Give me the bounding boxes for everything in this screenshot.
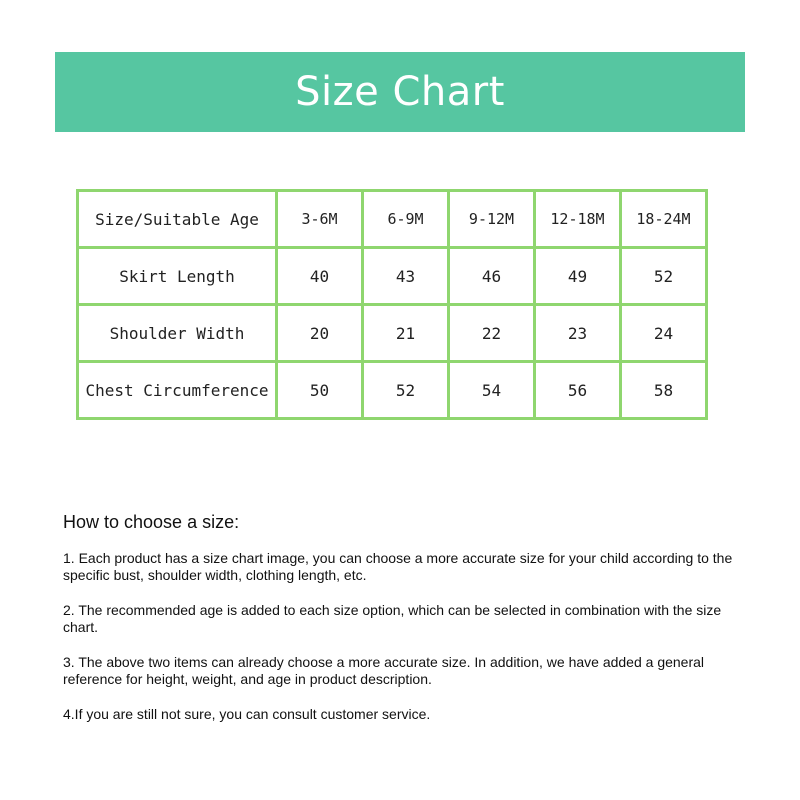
page-title: Size Chart — [295, 69, 505, 115]
guide-item: 4.If you are still not sure, you can consult customer service. — [63, 706, 431, 722]
row-label-cell: Chest Circumference — [79, 363, 278, 420]
header-label-cell: Size/Suitable Age — [79, 192, 278, 249]
table-header-row — [79, 192, 708, 249]
value-cell: 46 — [450, 249, 536, 306]
value-cell: 56 — [536, 363, 622, 420]
guide-item: 1. Each product has a size chart image, you can choose a more accurate size for your child according to the specific bust, shoulder width, clothing length, etc. — [63, 550, 733, 583]
table-row-skirt-length — [79, 249, 708, 306]
size-header-cell: 9-12M — [450, 192, 536, 249]
guide-item: 3. The above two items can already choose a more accurate size. In addition, we have added a general reference for height, weight, and age in product description. — [63, 654, 705, 687]
size-header-cell: 6-9M — [364, 192, 450, 249]
guide-heading: How to choose a size: — [63, 512, 240, 532]
value-cell: 20 — [278, 306, 364, 363]
size-header-cell: 3-6M — [278, 192, 364, 249]
size-chart-banner — [55, 52, 745, 132]
value-cell: 49 — [536, 249, 622, 306]
value-cell: 21 — [364, 306, 450, 363]
row-label-cell: Shoulder Width — [79, 306, 278, 363]
value-cell: 22 — [450, 306, 536, 363]
value-cell: 23 — [536, 306, 622, 363]
guide-item: 2. The recommended age is added to each size option, which can be selected in combination with the size chart. — [63, 602, 722, 635]
value-cell: 52 — [364, 363, 450, 420]
row-label-cell: Skirt Length — [79, 249, 278, 306]
size-header-cell: 18-24M — [622, 192, 708, 249]
value-cell: 50 — [278, 363, 364, 420]
value-cell: 54 — [450, 363, 536, 420]
value-cell: 52 — [622, 249, 708, 306]
size-guide — [63, 510, 753, 741]
value-cell: 24 — [622, 306, 708, 363]
value-cell: 58 — [622, 363, 708, 420]
size-header-cell: 12-18M — [536, 192, 622, 249]
size-table — [76, 189, 708, 420]
table-row-shoulder-width — [79, 306, 708, 363]
value-cell: 40 — [278, 249, 364, 306]
value-cell: 43 — [364, 249, 450, 306]
table-row-chest-circumference — [79, 363, 708, 420]
